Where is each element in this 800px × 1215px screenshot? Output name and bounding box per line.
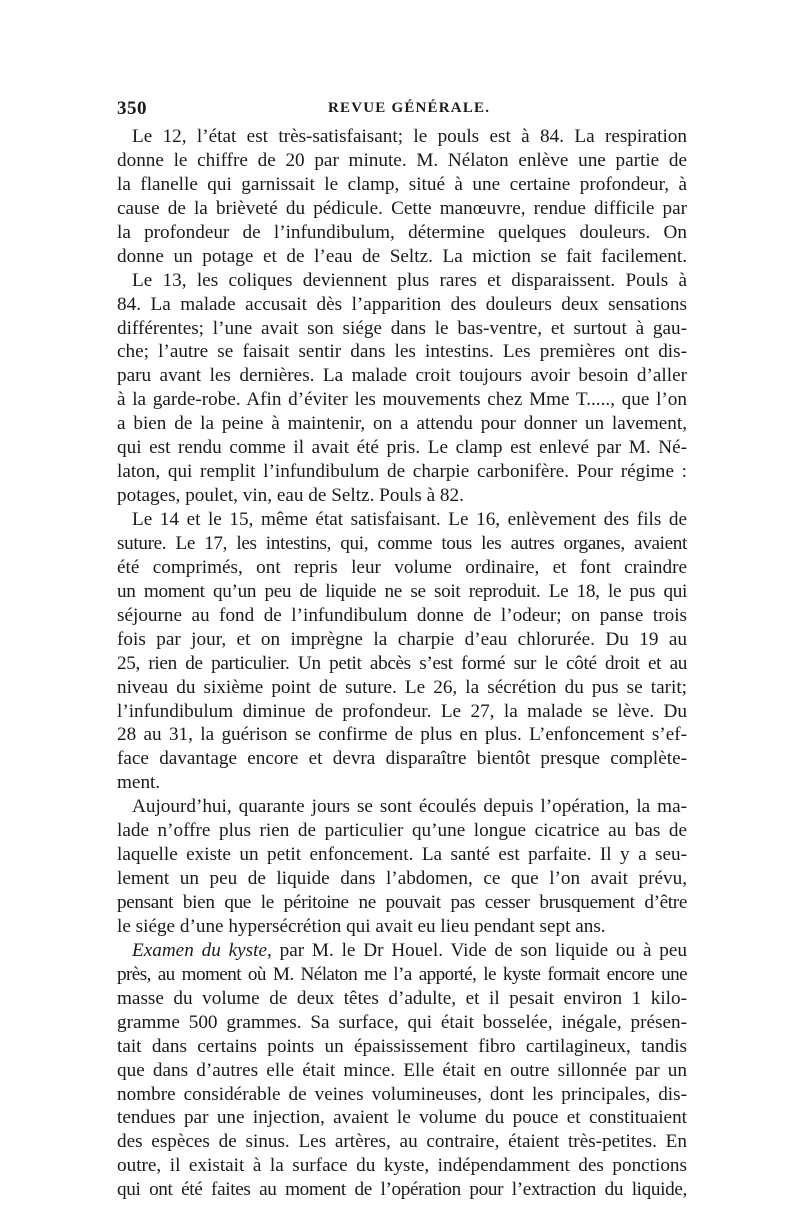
text-line: paru avant les dernières. La malade croit toujours avoir besoin d’aller <box>117 365 687 387</box>
text-line: fois par jour, et on imprègne la charpie d’eau chlorurée. Du 19 au <box>117 628 687 650</box>
text-line: outre, il existait à la surface du kyste, indépendamment des ponctions <box>117 1155 687 1177</box>
text-line: suture. Le 17, les intestins, qui, comme tous les autres organes, avaient <box>117 532 687 554</box>
text-line: Le 12, l’état est très-satisfaisant; le pouls est à 84. La respiration <box>132 126 687 147</box>
text-line: donne le chiffre de 20 par minute. M. Nélaton enlève une partie de <box>117 149 687 171</box>
text-line: lement un peu de liquide dans l’abdomen, ce que l’on avait prévu, <box>117 868 687 890</box>
text-line: que dans d’autres elle était mince. Elle était en outre sillonnée par un <box>117 1059 687 1081</box>
body-text <box>117 125 687 1202</box>
text-line: face davantage encore et devra disparaître bientôt presque complète- <box>117 748 687 770</box>
text-line: Le 14 et le 15, même état satisfaisant. Le 16, enlèvement des fils de <box>132 509 687 530</box>
text-line: été comprimés, ont repris leur volume ordinaire, et font craindre <box>117 556 687 578</box>
text-line: nombre considérable de veines volumineuses, dont les principales, dis- <box>117 1083 687 1105</box>
text-line: laton, qui remplit l’infundibulum de charpie carbonifère. Pour régime : <box>117 461 687 483</box>
text-line: qui ont été faites au moment de l’opération pour l’extraction du liquide, <box>117 1179 687 1201</box>
text-line: 28 au 31, la guérison se confirme de plus en plus. L’enfoncement s’ef- <box>117 724 687 746</box>
text-line-rest: par M. le Dr Houel. Vide de son liquide ou à peu <box>279 939 687 961</box>
text-line: 84. La malade accusait dès l’apparition des douleurs deux sensations <box>117 293 687 315</box>
text-line <box>117 939 687 963</box>
text-line: l’infundibulum diminue de profondeur. Le 27, la malade se lève. Du <box>117 700 687 722</box>
text-line: le siége d’une hypersécrétion qui avait eu lieu pendant sept ans. <box>117 915 606 937</box>
text-line: 25, rien de particulier. Un petit abcès s’est formé sur le côté droit et au <box>117 652 687 674</box>
text-line: pensant bien que le péritoine ne pouvait pas cesser brusquement d’être <box>117 892 687 913</box>
text-line: qui est rendu comme il avait été pris. Le clamp est enlevé par M. Né- <box>117 437 687 459</box>
text-line: ment. <box>117 772 161 794</box>
running-head <box>117 98 687 124</box>
text-line: a bien de la peine à maintenir, on a attendu pour donner un lavement, <box>117 413 687 435</box>
text-line: la flanelle qui garnissait le clamp, situé à une certaine profondeur, à <box>117 173 687 195</box>
text-line: différentes; l’une avait son siége dans le bas-ventre, et surtout à gau- <box>117 317 687 339</box>
text-line: tendues par une injection, avaient le volume du pouce et constituaient <box>117 1107 687 1129</box>
journal-title: REVUE GÉNÉRALE. <box>328 100 491 116</box>
text-line: laquelle existe un petit enfoncement. La santé est parfaite. Il y a seu- <box>117 844 687 866</box>
text-line: masse du volume de deux têtes d’adulte, et il pesait environ 1 kilo- <box>117 987 687 1009</box>
text-line: la profondeur de l’infundibulum, détermine quelques douleurs. On <box>117 221 687 243</box>
text-line: tait dans certains points un épaississement fibro cartilagineux, tandis <box>117 1035 687 1057</box>
text-line: des espèces de sinus. Les artères, au contraire, étaient très-petites. En <box>117 1131 687 1153</box>
text-line: gramme 500 grammes. Sa surface, qui était bosselée, inégale, présen- <box>117 1011 687 1033</box>
text-line: séjourne au fond de l’infundibulum donne de l’odeur; on panse trois <box>117 604 687 626</box>
text-line: potages, poulet, vin, eau de Seltz. Pouls à 82. <box>117 485 464 507</box>
section-lead: Examen du kyste, <box>132 939 272 961</box>
page-number: 350 <box>117 98 147 119</box>
text-line: che; l’autre se faisait sentir dans les intestins. Les premières ont dis- <box>117 341 687 363</box>
text-line: Aujourd’hui, quarante jours se sont écoulés depuis l’opération, la ma- <box>132 796 687 818</box>
text-line: niveau du sixième point de suture. Le 26, la sécrétion du pus se tarit; <box>117 676 687 698</box>
text-line: un moment qu’un peu de liquide ne se soit reproduit. Le 18, le pus qui <box>117 580 687 602</box>
text-line: Le 13, les coliques deviennent plus rares et disparaissent. Pouls à <box>132 269 687 291</box>
text-line: donne un potage et de l’eau de Seltz. La miction se fait facilement. <box>117 245 687 267</box>
text-line: près, au moment où M. Nélaton me l’a apporté, le kyste formait encore une <box>117 963 687 985</box>
text-line: à la garde-robe. Afin d’éviter les mouvements chez Mme T....., que l’on <box>117 389 687 411</box>
text-line: lade n’offre plus rien de particulier qu’une longue cicatrice au bas de <box>117 820 687 842</box>
text-line: cause de la brièveté du pédicule. Cette manœuvre, rendue difficile par <box>117 197 687 219</box>
